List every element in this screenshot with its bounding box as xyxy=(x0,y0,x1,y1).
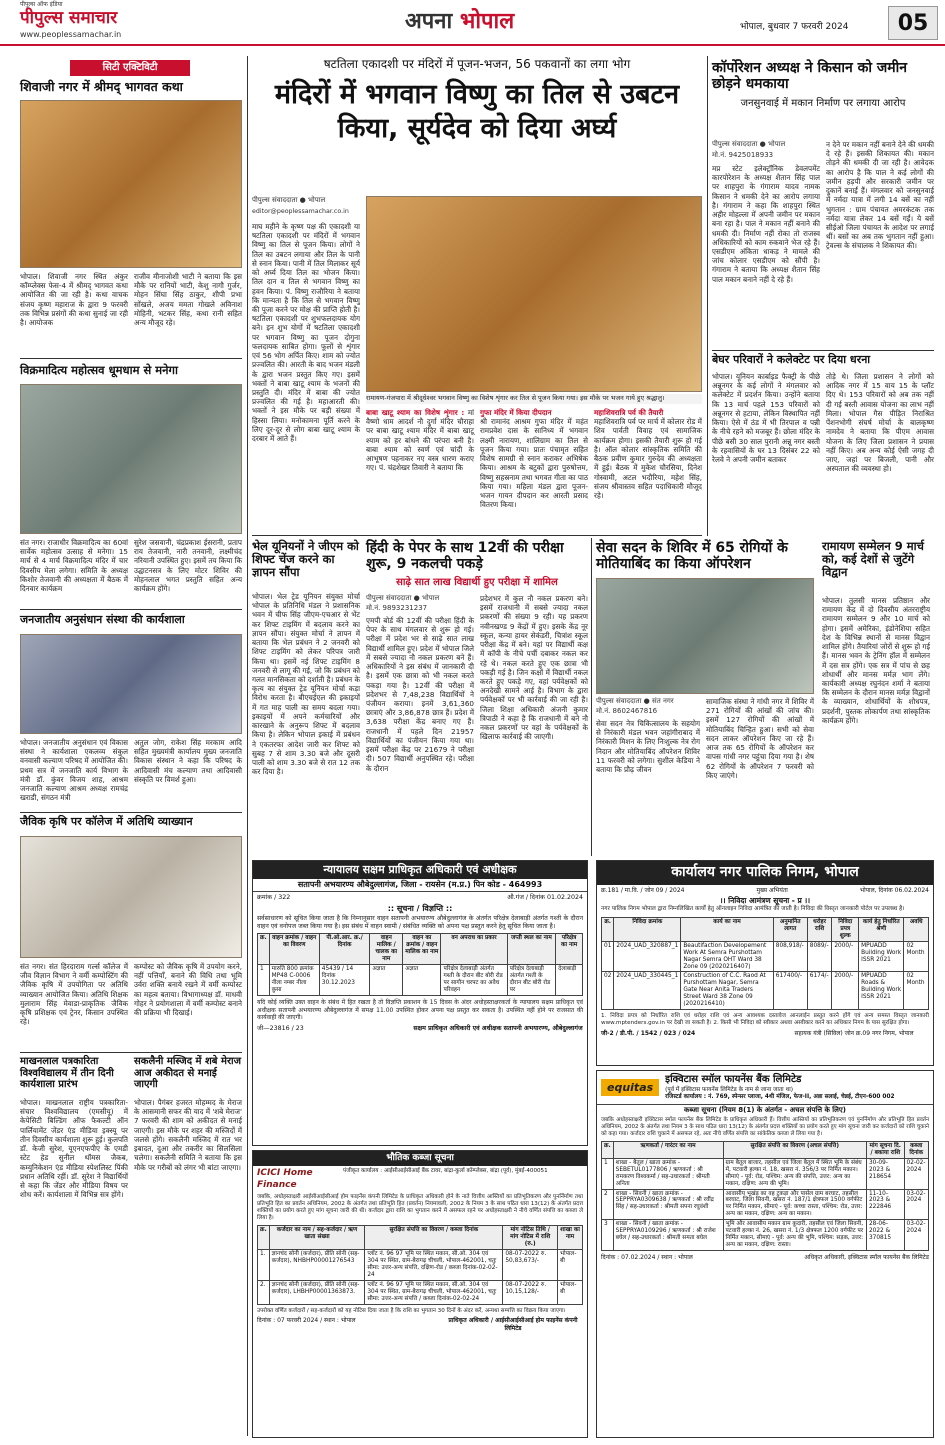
ramayan-headline: रामायण सम्मेलन 9 मार्च को, कई देशों से जुटेंगे विद्वान xyxy=(822,539,924,580)
lead-byline: पीपुल्स संवाददाता ● भोपाल xyxy=(252,196,326,204)
exam-subhead: साढ़े सात लाख विद्यार्थी हुए परीक्षा में शामिल xyxy=(396,577,558,588)
nagar-cell: 2024_UAD_320887_1 xyxy=(614,941,681,972)
nagar-cell: MPUADD Building Work ISSR 2021 xyxy=(859,941,904,972)
corp-headline: कॉर्पोरेशन अध्यक्ष ने किसान को जमीन छोड़ने धमकाया xyxy=(712,60,908,93)
icici-brand: ICICI Home Finance xyxy=(257,1168,313,1190)
s1-headline: शिवाजी नगर में श्रीमद् भागवत कथा xyxy=(20,79,183,94)
nagar-header: निविदा क्रमांक xyxy=(614,917,681,941)
court-cell: मारुति 800 क्रमांक MP48 C-0006 नीला नम्बर नीला कुसा xyxy=(269,965,319,996)
equitas-cell: शाखा - सिवनी / खाता क्रमांक - SEPPRYA0309638 / ऋणकर्ता : श्री रवींद्र सिंह / सह-उधारकर्ता : श्रीमती सपना रघुवंशी xyxy=(613,1189,723,1220)
equitas-cell: 02-02-2024 xyxy=(904,1158,928,1189)
lead-body-extra: फूलों से शृंगार एवं 56 भोग अर्पित किए। शाम को ज्योत प्रज्वलित की। आरती के बाद भजन मंडली के द्वारा भजन प्रस्तुत किए गए। इसमें भक्तों ने बाबा खाटू श्याम के भजनों की प्रस्तुति दी। मंदिर में बाबा की ज्योत प्रज्वलित की गई है। महाआरती की। भक्तों ने इस मौके पर बड़ी संख्या में हिस्सा लिया। मनोकामना पूर्ति करने के लिए दूर-दूर से लोग बाबा खाटू श्याम के दरबार में आते हैं। xyxy=(252,341,360,444)
icici-cell: भोपाल-बी xyxy=(558,1250,583,1281)
begar-body-b: तोड़े थे। जिला प्रशासन ने लोगों को आदिक नगर में 15 वाय 15 के प्लॉट दिए थे। 153 परिवारों को अब तक नहीं दी गई बस्ती आवास योजना का लाभ नहीं मिला। भोपाल गैस पीड़ित निराश्रित पेंशनभोगी संघर्ष मोर्चा के बालकृष्ण नामदेव ने बताया कि पीएम आवास योजना के लिए जिला प्रशासन ने प्रयास नहीं किए। अब अन्य कोई ऐसी जगह दी जाए, जहां पर बिजली, पानी और अस्पताल की व्यवस्था हो। xyxy=(826,372,934,474)
court-cell: अज्ञात xyxy=(370,965,403,996)
court-header: पी.ओ.आर. क्र./दिनांक xyxy=(319,934,370,965)
nagar-cell: 02 Month xyxy=(904,972,929,1010)
s2-body-b: सुरेश जसवानी, चंद्रप्रकाश ईसरानी, प्रताप राय तेजवानी, नारी तनवानी, लक्ष्मीचंद नरियानी उपस्थित हुए। इसमें तय किया कि उद्घाटनसत्र के लिए मोटर शिविर की मोहनलाल भगत प्रस्तुति सहित अन्य कार्यक्रम होंगे। xyxy=(134,538,242,594)
table-row xyxy=(602,1189,929,1220)
table-row xyxy=(258,965,583,996)
icici-cell: 08-07-2022 रु. 50,83,673/- xyxy=(503,1250,558,1281)
nagar-cell: 808,918/- xyxy=(773,941,807,972)
icici-date: दिनांक : 07 फरवरी 2024 / स्थान : भोपाल xyxy=(257,1317,356,1325)
corp-mobile: मो.नं. 9425018933 xyxy=(712,151,774,159)
table-row xyxy=(602,941,929,972)
equitas-cell: 1 xyxy=(602,1158,614,1189)
divider xyxy=(20,358,242,359)
court-header: वाहन क्रमांक / वाहन का विवरण xyxy=(269,934,319,965)
nagar-cell: 02 Month xyxy=(904,941,929,972)
equitas-sub: (पूर्व में इक्विटास फायनेंस लिमिटेड के नाम से जाना जाता था) xyxy=(665,1086,793,1093)
icici-title: भौतिक कब्जा सूचना xyxy=(253,1151,587,1166)
nagar-header: अवधि xyxy=(904,917,929,941)
nagar-sub: मुख्य अभियंता xyxy=(756,886,788,894)
equitas-address: रजिस्टर्ड कार्यालय : नं. 769, स्पेन्सर प्लाजा, 4थी मंजिल, फेज-II, अन्ना सलाई, चेन्नई, टीएन-600 002 xyxy=(665,1093,895,1100)
nagar-header: कार्य का नाम xyxy=(681,917,773,941)
equitas-header: सुरक्षित संपत्ति का विवरण (अचल संपत्ति) xyxy=(723,1141,866,1158)
nagar-table xyxy=(601,917,929,1010)
column-rule xyxy=(247,56,248,1436)
s6-body: भोपाल। पैगंबर हजरत मोहम्मद के मेराज के आसमानी सफर की याद में 'शबे मेराज' 7 फरवरी की शाम को अकीदत से मनाई जाएगी। इस मौके पर शहर की मस्जिदों में जलसे होंगे। सकलैनी मस्जिद में रात भर इबादत, दुआ और तकरीर का सिलसिला चलेगा। सकलैनी समिति ने बताया कि इस मौके पर गरीबों को लंगर भी बांटा जाएगा। xyxy=(134,1098,242,1172)
icici-header: कर्जदार का नाम / सह-कर्जदार / ऋण खाता संख्या xyxy=(269,1226,365,1250)
court-header: जप्ती स्थल का नाम xyxy=(507,934,556,965)
exam-headline: हिंदी के पेपर के साथ 12वीं की परीक्षा शुरू, 9 नकलची पकड़े xyxy=(366,540,564,573)
court-notice-ad xyxy=(252,860,588,1146)
newspaper-logo: पीपुल्स ऑफ इंडिया पीपुल्स समाचार xyxy=(20,1,118,28)
s3-body-a: भोपाल। जनजातीय अनुसंधान एवं विकास संस्था ने कार्यशाला एकलव्य संकुल वनवासी कल्याण परिषद में आयोजित की। प्रथम सत्र में जनजाति कार्य विभाग के मंत्री डॉ. कुंवर विजय शाह, आश्रम जनजाति कल्याण आश्रम अध्यक्ष रामचंद्र खराडी, संगठन मंत्री xyxy=(20,738,128,803)
equitas-cell: शाखा - बैतूल / खाता क्रमांक - SEBETUL0177806 / ऋणकर्ता : श्री रामकरण विश्वकर्मा / सह-उधारकर्ता : श्रीमती अनिता xyxy=(613,1158,723,1189)
eye-camp-photo xyxy=(596,578,814,694)
corp-subhead: जनसुनवाई में मकान निर्माण पर लगाया आरोप xyxy=(740,98,906,109)
lead-headline: मंदिरों में भगवान विष्णु का तिल से उबटन किया, सूर्यदेव को दिया अर्घ्य xyxy=(274,79,680,144)
court-title: न्यायालय सक्षम प्राधिकृत अधिकारी एवं अधीक्षक xyxy=(253,861,587,879)
dateline: भोपाल, बुधवार 7 फरवरी 2024 xyxy=(740,22,849,32)
bhel-headline: भेल यूनियनों ने जीएम को शिफ्ट चेंज करने का ज्ञापन सौंपा xyxy=(252,539,359,580)
bhagwat-katha-photo xyxy=(20,100,242,268)
page-number: 05 xyxy=(888,6,938,40)
lead-body-a: माघ महीने के कृष्ण पक्ष की एकादशी या षटतिला एकादशी पर मंदिरों में भगवान विष्णु का तिल से पूजन किया। लोगों ने तिल का उबटन लगाया और तिल के पानी से स्नान किया। पानी में तिल मिलाकर सूर्य को अर्घ्य दिया तिल का भोजन किया। तिल दान व तिल से भगवान विष्णु का हवन किया। पं. विष्णु राजौरिया ने बताया कि मान्यता है कि तिल से भगवान विष्णु की पूजा करने पर मोक्ष की प्राप्ति होती है। षटतिला एकादशी पर शुभफलदायक योग बने। इन शुभ योगों में षटतिला एकादशी पर भगवान विष्णु का पूजन दोगुना फलदायक साबित होगा। फूलों से शृंगार एवं 56 भोग अर्पित किए। शाम को ज्योत प्रज्वलित की। आरती के बाद भजन मंडली के द्वारा भजन प्रस्तुत किए गए। इसमें भक्तों ने बाबा खाटू श्याम के भजनों की प्रस्तुति दी। मंदिर में बाबा की ज्योत प्रज्वलित की गई है। महाआरती की। भक्तों ने इस मौके पर बड़ी संख्या में हिस्सा लिया। मनोकामना पूर्ति करने के लिए दूर-दूर से लोग बाबा खाटू श्याम के दरबार में आते हैं। xyxy=(252,222,360,444)
bhel-body: भोपाल। भेल ट्रेड यूनियन संयुक्त मोर्चा भोपाल के प्रतिनिधि मंडल ने प्रशासनिक भवन में चीफ सिंह जीएम-एचआर से भेंट कर शिफ्ट टाइमिंग में बदलाव करने का ज्ञापन सौंपा। संयुक्त मोर्चा ने ज्ञापन में बताया कि भेल प्रबंधन ने 2 जनवरी को शिफ्ट टाइमिंग को लेकर परिपत्र जारी किया था। इसमें नई शिफ्ट टाइमिंग 8 जनवरी से लागू की गई, जो कि प्रबंधन को गलत मानसिकता को दर्शाती है। प्रबंधन के कृत्य का संयुक्त ट्रेड यूनियन मोर्चा कड़ा विरोध करता है। बीएचईएल की इकाइयों में गत माह पाली का समय बदला गया। इकाइयों में अपने कर्मचारियों और कारखाने के अनुरूप शिफ्ट में बदलाव किया है। लेकिन भोपाल इकाई में प्रबंधन ने एकतरफा आदेश जारी कर शिफ्ट को सुबह 7 से शाम 3.30 बजे और दूसरी पाली को शाम 3.30 बजे से रात 12 तक कर दिया है। xyxy=(252,592,360,777)
nagar-cell: Construction of C.C. Raod At Purshottam Nagar, Semra Gate Near Anita Traders Street Ward 38 Zone 09 (2020216410) xyxy=(681,972,773,1010)
logo-tag: पीपुल्स ऑफ इंडिया xyxy=(20,1,63,8)
table-row xyxy=(258,1281,583,1305)
nagar-nigam-tender-ad xyxy=(596,860,934,1066)
begar-body-a: भोपाल। यूनियन कार्बाइड फैक्ट्री के पीछे अन्नूनगर के कई लोगों ने मंगलवार को कलेक्टेट में प्रदर्शन किया। उन्होंने बताया कि 13 मार्च पहले 153 परिवारों को अन्नूनगर से हटाया, लेकिन विस्थापित नहीं किया। ऐसे में ठंड में भी तिरपाल व पन्नी के नीचे रहने को मजबूर हैं। छोला मंदिर के पीछे बसी 30 साल पुरानी अन्नू नगर बस्ती के रहवासियों के घर 13 दिसंबर 22 को रेलवे ने अपनी जमीन बताकर xyxy=(712,372,820,464)
court-date: औ.गंज / दिनांक 01.02.2024 xyxy=(507,893,583,901)
exam-body-a: एमपी बोर्ड की 12वीं की परीक्षा हिंदी के पेपर के साथ मंगलवार से शुरू हो गई। परीक्षा में प्रदेश भर से साढ़े सात लाख विद्यार्थी शामिल हुए। प्रदेश में भोपाल जिले में सबसे ज्यादा नौ नकल प्रकरण बने हैं। अधिकारियों ने इस संबंध में जानकारी दी है। इसमें एक छात्रा को भी नकल करते पकड़ा गया है। 12वीं की परीक्षा में प्रदेशभर से 7,48,238 विद्यार्थियों ने पंजीयन कराया। इनमें 3,61,360 छात्राएं और 3,86,878 छात्र हैं। प्रदेश में 3,638 परीक्षा केंद्र बनाए गए हैं। राजधानी में पहले दिन 21957 विद्यार्थियों का पंजीयन किया गया था। इसमें परीक्षा केंद्र पर 21679 ने परीक्षा दी। 507 विद्यार्थी अनुपस्थित रहे। परीक्षा के दौरान xyxy=(366,616,474,773)
seva-byline: पीपुल्स संवाददाता ● संत नगर xyxy=(596,697,674,705)
nagar-cell: Beautifaction Developement Work At Semra Purshottam Nagar Semra OHT Ward 38 Zone 09 (2020216407) xyxy=(681,941,773,972)
s2-body-a: संत नगर। राजाधीर विक्रमादित्य का 60वां सार्वेक महोत्सव उत्साह से मनेगा। 15 मार्च से 4 मार्च विक्रमादित्य मंदिर में चार दिवसीय मेला लगेगा। समिति के अध्यक्ष किशोर तेजवानी की अध्यक्षता में बैठक में दिनवार कार्यक्रम xyxy=(20,538,128,594)
court-cell: परिक्षेत्र देलाबाड़ी अंतर्गत गश्ती के दौरान बीट बोरी रोड पर सागौन चरपट का अवैध परिवहन xyxy=(441,965,507,996)
exam-body-b: प्रदेशभर में कुल नौ नकल प्रकरण बने। इसमें राजधानी में सबसे ज्यादा नकल प्रकरणों की संख्या 9 रही। यह प्रकरण नवीनखण्ड 9 केंद्रों में हुए। इसके केंद्र नूर स्कूल, कन्या हायर सेकंडरी, चित्रांश स्कूल परीक्षा केंद्र में बने। यहां पर विद्यार्थी कक्ष में कॉपी के नीचे पर्ची दबाकर नकल कर रहे थे। नकल करते हुए एक छात्रा भी पकड़ी गई है। जिन कक्षों में विद्यार्थी नकल करते हुए पकड़े गए, वहां पर्यवेक्षकों को अनदेखी सामने आई है। विभाग के द्वारा पर्यवेक्षकों पर भी कार्रवाई की जा रही है। जिला शिक्षा अधिकारी अंजनी कुमार त्रिपाठी ने कहा है कि राजधानी में बने नौ नकल प्रकरणों पर वहां के पर्यवेक्षकों के खिलाफ कार्रवाई की जाएगी। xyxy=(480,594,588,742)
vikramaditya-photo xyxy=(20,384,242,534)
lead-body-c: गुफा मंदिर में किया दीपदान श्री रामानंद आश्रम गुफा मंदिर में महंत रामप्रवेश दास के सानिध्य में भगवान लक्ष्मी नारायण, शालिग्राम का तिल से पूजन किया गया। प्रातः पंचामृत सहित विशेष सामग्री से स्नान कराकर अभिषेक किया। आश्रम के बटुकों द्वारा पुरुषोत्तम, विष्णु सहस्रनाम तथा भगवत गीता का पाठ किया गया। महिला मंडल द्वारा पूजन-भजन गायन दीपदान कर आरती प्रसाद वितरण किया। xyxy=(480,408,588,510)
court-footer: यदि कोई व्यक्ति उक्त वाहन के संबंध में हित रखता है तो विज्ञप्ति प्रकाशन के 15 दिवस के अंदर अधोहस्ताक्षरकर्ता के न्यायालय सक्षम प्राधिकृत एवं अधीक्षक सतापनी अभयारण्य औबेदुल्लागंज में समक्ष 11.00 उपस्थित होकर अपना पक्ष प्रस्तुत कर सकता है। उपस्थित नहीं होने पर राजसात की कार्यवाही की जाएगी। xyxy=(257,999,583,1022)
court-cell: देलाबाड़ी xyxy=(556,965,583,996)
lead-photo-caption: रामायण-गंजपारा में श्रीदूधेश्वर भगवान विष्णु का विशेष शृंगार कर तिल से पूजन किया गया। इस मौके पर भजन गाये हुए श्रद्धालु। xyxy=(366,394,702,404)
equitas-cell: 2 xyxy=(602,1189,614,1220)
icici-text: जबकि, अधोहस्ताक्षरी आईसीआईसीआई होम फाइनेंस कंपनी लिमिटेड के प्राधिकृत अधिकारी होने के नाते वित्तीय आस्तियों का प्रतिभूतिकरण और पुनर्निर्माण तथा प्रतिभूति हित का प्रवर्तन अधिनियम, 2002 के अंतर्गत तथा प्रतिभूति हित (प्रवर्तन) नियमावली, 2002 के नियम 3 के साथ पठित धारा 13(12) के अंतर्गत प्रदत्त शक्तियों का प्रयोग करते हुए मांग सूचना जारी की थी। कर्जदार द्वारा राशि का भुगतान करने में असफल रहने पर अधोहस्ताक्षरी ने नीचे वर्णित संपत्ति का कब्जा ले लिया है। xyxy=(257,1193,583,1222)
nagar-date: भोपाल, दिनांक 06.02.2024 xyxy=(859,886,929,894)
city-activity-kicker: सिटी एक्टिविटी xyxy=(70,60,190,76)
table-row xyxy=(602,972,929,1010)
equitas-logo: equitas xyxy=(601,1079,659,1097)
nagar-ref: क्र.181 / मा.वि. / जोन 09 / 2024 xyxy=(601,886,685,894)
nagar-header: निविदा प्रपत्र शुल्क xyxy=(832,917,859,941)
nagar-cell: 2000/- xyxy=(832,941,859,972)
equitas-date: दिनांक : 07.02.2024 / स्थान : भोपाल xyxy=(601,1254,693,1262)
equitas-header: ऋणकर्ता / गारंटर का नाम xyxy=(613,1141,723,1158)
icici-footer: उपरोक्त वर्णित कर्जदारों / सह-कर्जदारों को यह नोटिस दिया जाता है कि राशि का भुगतान 30 दिनों के अंदर करें, अन्यथा सम्पत्ति का विक्रय किया जाएगा। xyxy=(257,1307,566,1314)
equitas-cell: 11-10-2023 & 222846 xyxy=(866,1189,904,1220)
divider xyxy=(252,535,702,536)
court-table xyxy=(257,933,583,996)
begar-headline: बेघर परिवारों ने कलेक्टेट पर दिया धरना xyxy=(712,353,871,366)
lead-photo xyxy=(366,196,702,392)
nagar-title: कार्यालय नगर पालिक निगम, भोपाल xyxy=(597,861,933,885)
seva-headline: सेवा सदन के शिविर में 65 रोगियों के मोतियाबिंद का किया ऑपरेशन xyxy=(596,540,788,573)
equitas-header: क्र. xyxy=(602,1141,614,1158)
equitas-cell: भूमि और आवासीय मकान ग्राम कुदारी, तहसील एवं जिला सिवनी, पटवारी हल्का नं. 26, खसरा नं. 1/3 क्षेत्रफल 1200 वर्गफीट पर निर्मित मकान, सीमाएं - पूर्व: अन्य की भूमि, पश्चिम: सड़क, उत्तर: अन्य का मकान, दक्षिण: रास्ता। xyxy=(723,1220,866,1251)
equitas-cell: 3 xyxy=(602,1220,614,1251)
table-row xyxy=(602,1220,929,1251)
nagar-notice-label: ।। निविदा आमंत्रण सूचना - प्र ।। xyxy=(719,896,811,905)
divider xyxy=(20,1052,242,1053)
lead-body-b: बाबा खाटू श्याम का विशेष शृंगार : मां वैष्णो धाम आदर्श नौ दुर्गा मंदिर चौराहा पर बाबा खाटू श्याम मंदिर में बाबा खाटू श्याम को हर बांधने की परंपरा बनी है। बाबा श्याम को स्वर्ण एवं चांदी के आभूषण पहनाकर नए वस्त्र धारण कराए गए। पं. चंद्रशेखर तिवारी ने बताया कि xyxy=(366,408,474,473)
equitas-rule: कब्जा सूचना (नियम 8(1) के अंतर्गत - अचल संपत्ति के लिए) xyxy=(684,1105,846,1114)
nagar-notes: 1. निविदा प्रपत्र को निर्धारित राशि एवं धरोहर राशि एवं अन्य आवश्यक दस्तावेज आनलाईन प्रस्तुत करने होंगे एवं अन्य समस्त विस्तृत जानकारी www.mptenders.gov.in पर देखी जा सकती है। 2. किसी भी निविदा को स्वीकार अथवा अस्वीकार करने का अधिकार निगम के पास सुरक्षित होगा। xyxy=(601,1013,929,1027)
nagar-cell: 2024_UAD_330445_1 xyxy=(614,972,681,1010)
court-header: क्र. xyxy=(258,934,270,965)
nagar-intro: नगर पालिक निगम भोपाल द्वारा निम्नलिखित कार्यों हेतु ऑनलाइन निविदा आमंत्रित की जाती है। निविदा की विस्तृत जानकारी पोर्टल पर उपलब्ध है। xyxy=(601,906,905,913)
court-ref: क्रमांक / 322 xyxy=(257,893,291,901)
masthead xyxy=(0,0,945,46)
s6-headline: सकलैनी मस्जिद में शबे मेराज आज अकीदत से मनाई जाएगी xyxy=(134,1056,242,1090)
icici-sign: प्राधिकृत अधिकारी / आईसीआईसीआई होम फाइनेंस कंपनी लिमिटेड xyxy=(448,1317,578,1332)
s3-headline: जनजातीय अनुसंधान संस्था की कार्यशाला xyxy=(20,613,185,626)
s5-body: भोपाल। माखनलाल राष्ट्रीय पत्रकारिता-संचार विश्वविद्यालय (एमसीयू) में केपेसिटी बिल्डिंग ऑफ फैकल्टी ऑन पार्लियामेंट जेंडर एंड मीडिया इक्स्यू पर तीन दिवसीय कार्यशाला शुरू हुई। कुलपति डॉ. केजी सुरेश, यूएनएफपीए के एमडी स्टेट हेड सुनील थॉमस जैकब, कम्युनिकेशन एंड मीडिया स्पेशलिस्ट पिंकी प्रधान अतिथि रहीं। डॉ. सुरेश ने विद्यार्थियों से कहा कि जेंडर और मीडिया विषय पर शोध करें। कार्यशाला में विभिन्न सत्र होंगे। xyxy=(20,1098,128,1200)
equitas-cell: 28-06-2022 & 370815 xyxy=(866,1220,904,1251)
court-header: परिक्षेत्र का नाम xyxy=(556,934,583,965)
s1-body-b: राजीव मीनाजोशी भाटी ने बताया कि इस मौके पर रानियों भाटी, केशु नागौ गुर्जर, मोहन सिंघा सिंह ठाकुर, शीपी प्रभा सोंखले, अजय ममता गोखले अविनाश मोहिनी, भटकर सिंह, कथा रानी सहित अन्य मौजूद रहे। xyxy=(134,272,242,328)
corp-body-a: मप्र स्टेट इलेक्ट्रॉनिक डेवलपमेंट कारपोरेशन के अध्यक्ष शैतान सिंह पाल पर शाहपुरा के गंगाराम यादव नामक किसान ने धमकी देने का आरोप लगाया है। गंगाराम ने कहा कि शाहपुरा स्थित अहीर मोहल्ला में अपनी जमीन पर मकान बना रहा है। पाल ने मकान नहीं बनाने की धमकी दी। निर्माण नहीं रोका तो राजस्व अधिकारियों को काम रुकवाने भेज रहे हैं। एसडीएम अंकिता धाकड़ ने मामले की जांच कोलार एसडीएम को सौंपी है। गंगाराम ने बताया कि अध्यक्ष शैतान सिंह पाल मकान बनाने नहीं दे रहे हैं। xyxy=(712,164,820,284)
icici-cell: ज्ञानचंद सोनी (कर्जदार), प्रीति सोनी (सह-कर्जदार), LHBHP00001363873. xyxy=(269,1281,365,1305)
s1-body-a: भोपाल। शिवाजी नगर स्थित अंकुर कॉम्प्लेक्स फेस-4 में श्रीमद् भागवत कथा आयोजित की जा रही है। कथा वाचक संजय कृष्ण महाराज के द्वारा 9 फरवरी तक विभिन्न प्रसंगों की कथा सुनाई जा रही है। आयोजक xyxy=(20,272,128,328)
icici-address: पंजीकृत कार्यालय : आईसीआईसीआई बैंक टावर, बांद्रा-कुर्ला कॉम्प्लेक्स, बांद्रा (पूर्व), मुंबई-400051 xyxy=(343,1168,548,1175)
nagar-cell: 01 xyxy=(602,941,614,972)
lead-body-d: महाशिवरात्रि पर्व की तैयारी महाशिवरात्रि पर्व पर मार्च में कोलार रोड में शिव पार्वती विवाह एवं सामाजिक कार्यक्रम होगा। इसकी तैयारी शुरू हो गई है। ऑल कोलार सांस्कृतिक समिति की बैठक प्रवीण कुमार गुरुदेव की अध्यक्षता में हुई। बैठक में मुकेश चौरसिया, दिनेश गोस्वामी, अटल भदौरिया, महेश सिंह, संजय श्रीवास्तव सहित पदाधिकारी मौजूद रहे। xyxy=(594,408,702,500)
s4-headline: जैविक कृषि पर कॉलेज में अतिथि व्याख्यान xyxy=(20,815,193,828)
section-title: अपना भोपाल xyxy=(405,9,515,34)
court-header: वाहन मालिक / चालक का नाम xyxy=(370,934,403,965)
s4-body-a: संत नगर। संत हिरदाराम गर्ल्स कॉलेज में जीव विज्ञान विभाग ने वर्मी कम्पोस्टिंग की जैविक कृषि में उपयोगिता पर अतिथि व्याख्यान आयोजित किया। अतिथि शिक्षक मुलाराम सिंह मेवाडा-प्राकृतिक जैविक कृषि प्रशिक्षक एवं ट्रेनर, किसान उपस्थित रहे। xyxy=(20,962,128,1027)
corp-byline: पीपुल्स संवाददाता ● भोपाल xyxy=(712,140,786,148)
corp-body-b: न देने पर मकान नहीं बनाने देने की धमकी दे रहे हैं। इसकी शिकायत की। मकान तोड़ने की धमकी दी जा रही है। आवेदक का आरोप है कि पाल ने कई लोगों की जमीन हड़पी और सरकारी जमीन पर दुकानें बनाईं हैं। मंगलवार को जनसुनवाई में नर्मदा यात्रा में लगी 14 बसें का नहीं भुगतान : ग्राम पंचायत अमरकंटक तक नर्मदा यात्रा लेकर 14 बसें गईं। ये बसें सीईओ जिला पंचायत के आदेश पर लगाई थीं। बसों का अब तक भुगतान नहीं हुआ। ट्रेवल्स के संचालक ने शिकायत की। xyxy=(826,140,934,251)
icici-header: मांग नोटिस तिथि / मांग नोटिस में राशि (रु.) xyxy=(503,1226,558,1250)
court-notice-label: :: सूचना / विज्ञप्ति :: xyxy=(387,903,453,913)
icici-header: क्र. xyxy=(258,1226,270,1250)
court-cell: अज्ञात xyxy=(403,965,441,996)
icici-cell: 1. xyxy=(258,1250,270,1281)
seva-mobile: मो.नं. 8602467816 xyxy=(596,707,658,715)
equitas-title: इक्विटास स्मॉल फायनेंस बैंक लिमिटेड xyxy=(665,1074,802,1085)
ramayan-body: भोपाल। तुलसी मानस प्रतिष्ठान और रामायण केंद्र में दो दिवसीय अंतरराष्ट्रीय रामायण सम्मेलन 9 और 10 मार्च को होगा। इसमें अमेरिका, इंडोनेशिया सहित देश के विभिन्न स्थानों से मानस विद्वान शामिल होंगे। तैयारियां जोरों से शुरू हो गई हैं। मानस भवन के ट्रेनिंग हॉल में सम्मेलन में दस सत्र होंगे। एक सत्र में पांच से छह शोधार्थी और मानस मर्मज्ञ भाग लेंगे। कार्यकारी अध्यक्ष रघुनंदन शर्मा ने बताया कि सम्मेलन के दौरान मानस मर्मज्ञ विद्वानों के व्याख्यान, शोधार्थियों के शोधपत्र, प्रदर्शनी, पुस्तक लोकार्पण तथा सांस्कृतिक कार्यक्रम होंगे। xyxy=(822,596,930,725)
court-ji-number: जी—23816 / 23 xyxy=(257,1025,304,1033)
nagar-cell: 8089/- xyxy=(807,941,832,972)
vermicompost-photo xyxy=(20,836,242,958)
icici-cell: प्लॉट नं. 96 97 भूमि पर स्थित मकान, सी.ओ. 304 एवं 304 पर स्थित, ग्राम-बैरागढ़ चीचली, भोपाल-462001, चतुः सीमा: उत्तर-अन्य संपत्ति / कब्जा दिनांक-02-02-24 xyxy=(365,1281,503,1305)
court-cell: 45439 / 14 दिनांक 30.12.2023 xyxy=(319,965,370,996)
icici-cell: प्लॉट नं. 96 97 भूमि पर स्थित मकान, सी.ओ. 304 एवं 304 पर स्थित, ग्राम-बैरागढ़ चीचली, भोपाल-462001, चतुः सीमा: उत्तर-अन्य संपत्ति, दक्षिण-रोड / कब्जा दिनांक-02-02-24 xyxy=(365,1250,503,1281)
nagar-cell: 02 xyxy=(602,972,614,1010)
icici-cell: 2. xyxy=(258,1281,270,1305)
s4-body-b: कम्पोस्ट को जैविक कृषि में उपयोग करने, नहीं पत्तियाँ, बनाने की विधि तथा भूमि उर्वरा शक्ति बनाये रखने में वर्मी कम्पोस्ट का महत्व बताया। विभागाध्यक्ष डॉ. माधवी गोहर ने प्रयोगशाला में वर्मी कम्पोस्ट बनाने की प्रक्रिया भी दिखाई। xyxy=(134,962,242,1018)
nagar-header: कार्य हेतु निर्धारित श्रेणी xyxy=(859,917,904,941)
equitas-cell: 03-02-2024 xyxy=(904,1220,928,1251)
exam-mobile: मो.नं. 9893231237 xyxy=(366,604,428,612)
table-row xyxy=(602,1158,929,1189)
court-header: वाहन का क्रमांक / वाहन मालिक का नाम xyxy=(403,934,441,965)
court-subtitle: सतापनी अभयारण्य औबेदुल्लागंज, जिला - रायसेन (म.प्र.) पिन कोड - 464993 xyxy=(253,879,587,892)
lead-kicker: षटतिला एकादशी पर मंदिरों में पूजन-भजन, 56 पकवानों का लगा भोग xyxy=(323,57,631,71)
exam-byline: पीपुल्स संवाददाता ● भोपाल xyxy=(366,594,440,602)
equitas-header: मांग सूचना दि. / बकाया राशि xyxy=(866,1141,904,1158)
nagar-cell: MPUADD Roads & Building Work ISSR 2021 xyxy=(859,972,904,1010)
equitas-cell: आवासीय भूखंड का वह टुकड़ा और पार्सल ग्राम बरघाट, तहसील बरघाट, जिला सिवनी, खसरा नं. 187/1 क्षेत्रफल 1500 वर्गफीट पर निर्मित मकान, सीमाएं - पूर्व: कच्चा रास्ता, पश्चिम: रोड, उत्तर: अन्य का मकान, दक्षिण: अन्य का मकान। xyxy=(723,1189,866,1220)
court-cell: 1 xyxy=(258,965,270,996)
divider xyxy=(20,609,242,610)
equitas-cell: 30-09-2023 & 218654 xyxy=(866,1158,904,1189)
equitas-cell: शाखा - सिवनी / खाता क्रमांक - SEPPRYA0109296 / ऋणकर्ता : श्री राजेश बघेल / सह-उधारकर्ता : श्रीमती समता बघेल xyxy=(613,1220,723,1251)
nagar-header: अनुमानित लागत xyxy=(773,917,807,941)
workshop-photo xyxy=(20,634,242,734)
nagar-sign: सहायक यंत्री (सिविल) जोन क्र.09 नगर निगम, भोपाल xyxy=(794,1029,914,1037)
court-intro: सर्वसाधारण को सूचित किया जाता है कि निम्नानुसार वाहन सतापनी अभयारण्य औबेदुल्लागंज के अंतर्गत परिक्षेत्र देलाबाड़ी अंतर्गत गश्ती के दौरान वाहन एवं वनोपज जब्त किया गया है। इस संबंध में वाहन स्वामी / संबंधित व्यक्ति को अपना पक्ष प्रस्तुत करने हेतु सूचित किया जाता है। xyxy=(257,914,583,930)
s3-body-b: अतुल जोग, राकेश सिंह मरकाम आदि सहित मुख्यमंत्री कार्यालय मुख्य जनजाति विकास संस्थान ने कहा कि परिषद के आदिवासी मंच कल्याण तथा आदिवासी संस्कृति पर विमर्श हुआ। xyxy=(134,738,242,784)
equitas-cell: ग्राम बैतूल बाजार, तहसील एवं जिला बैतूल में स्थित भूमि के संबंध में, पटवारी हल्का नं. 18, खसरा नं. 356/3 पर निर्मित मकान। सीमाएं - पूर्व: रोड, पश्चिम: अन्य की संपत्ति, उत्तर: अन्य का मकान, दक्षिण: अन्य की भूमि। xyxy=(723,1158,866,1189)
equitas-table xyxy=(601,1141,929,1251)
equitas-possession-notice xyxy=(596,1070,934,1438)
equitas-header: कब्जा दिनांक xyxy=(904,1141,928,1158)
nagar-header: धरोहर राशि xyxy=(807,917,832,941)
court-cell: परिक्षेत्र देलाबाड़ी अंतर्गत गश्ती के दौरान बीट बोरी रोड पर xyxy=(507,965,556,996)
nagar-mp-number: जी-2 / डी.पी. / 1542 / 023 / 024 xyxy=(601,1029,696,1037)
seva-body-b: सामाजिक संस्था ने गांधी नगर में शिविर में 271 रोगियों की आंखों की जांच की। इसमें 127 रोगियों की आंखों में मोतियाबिंद चिन्हित हुआ। सभी को सेवा सदन लाकर ऑपरेशन किए जा रहे हैं। आज तक 65 रोगियों के ऑपरेशन कर वापस गांधी नगर पहुंचा दिया गया है। शेष 62 रोगियों के ऑपरेशन 7 फरवरी को किए जाएंगे। xyxy=(706,697,814,780)
equitas-sign: अधिकृत अधिकारी, इक्विटास स्मॉल फायनेंस बैंक लिमिटेड xyxy=(804,1254,929,1262)
equitas-text: जबकि अधोहस्ताक्षरी इक्विटास स्मॉल फायनेंस बैंक लिमिटेड के प्राधिकृत अधिकारी हैं। वित्तीय आस्तियों का प्रतिभूतिकरण एवं पुनर्निर्माण और प्रतिभूति हित प्रवर्तन अधिनियम, 2002 के अंतर्गत तथा नियम 3 के साथ पठित धारा 13(12) के अंतर्गत प्रदत्त शक्तियों का प्रयोग करते हुए मांग सूचना जारी कर कर्जदारों को राशि चुकाने को कहा गया। कर्जदार राशि चुकाने में असफल रहे, अतः नीचे वर्णित संपत्ति का सांकेतिक कब्जा ले लिया गया है। xyxy=(601,1116,929,1137)
table-row xyxy=(258,1250,583,1281)
s2-headline: विक्रमादित्य महोत्सव धूमधाम से मनेगा xyxy=(20,363,178,377)
court-sign: सक्षम प्राधिकृत अधिकारी एवं अधीक्षक सतापनी अभयारण्य, औबेदुल्लागंज xyxy=(413,1025,583,1033)
icici-cell: ज्ञानचंद सोनी (कर्जदार), प्रीति सोनी (सह-कर्जदार), NHBHP00001276543 xyxy=(269,1250,365,1281)
nagar-cell: 6174/- xyxy=(807,972,832,1010)
icici-table xyxy=(257,1225,583,1305)
lead-email[interactable]: editor@peoplessamachar.co.in xyxy=(252,208,349,215)
icici-header: सुरक्षित संपत्ति का विवरण / कब्जा दिनांक xyxy=(365,1226,503,1250)
icici-cell: 08-07-2022 रु. 10,15,128/- xyxy=(503,1281,558,1305)
divider xyxy=(712,350,934,351)
icici-header: शाखा का नाम xyxy=(558,1226,583,1250)
nagar-header: क्र. xyxy=(602,917,614,941)
seva-body-a: सेवा सदन नेत्र चिकित्सालय के सहयोग से निरंकारी मंडल भवन जहांगीराबाद में निरंकारी मिशन के लिए निःशुल्क नेत्र रोग निदान और मोतियाबिंद ऑपरेशन शिविर 11 फरवरी को लगेगा। सुशील केडिया ने बताया कि प्रौढ़ जीवन xyxy=(596,719,700,775)
court-header: वन अपराध का प्रकार xyxy=(441,934,507,965)
s5-headline: माखनलाल पत्रकारिता विश्वविद्यालय में तीन दिनी कार्यशाला प्रारंभ xyxy=(20,1056,114,1090)
column-rule xyxy=(591,538,592,856)
nagar-cell: 617400/- xyxy=(773,972,807,1010)
nagar-cell: 2000/- xyxy=(832,972,859,1010)
divider xyxy=(20,812,242,813)
website[interactable]: www.peoplessamachar.in xyxy=(20,30,122,39)
column-rule xyxy=(707,56,708,536)
icici-cell: भोपाल-बी xyxy=(558,1281,583,1305)
icici-possession-notice xyxy=(252,1150,588,1438)
equitas-cell: 03-02-2024 xyxy=(904,1189,928,1220)
